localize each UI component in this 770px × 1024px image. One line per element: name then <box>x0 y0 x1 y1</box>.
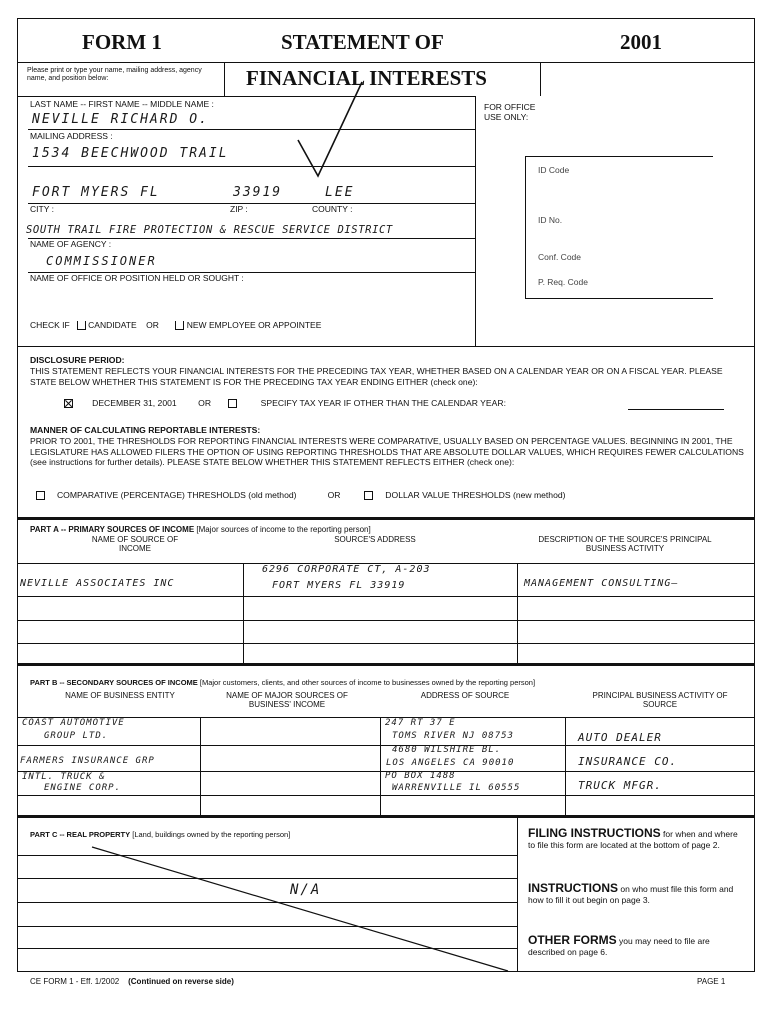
part-a-row1-desc[interactable]: MANAGEMENT CONSULTING— <box>524 578 679 589</box>
part-a-vrule-2 <box>517 563 518 663</box>
name-value[interactable]: NEVILLE RICHARD O. <box>32 112 209 127</box>
part-c-vrule <box>517 815 518 972</box>
part-b-heading: PART B -- SECONDARY SOURCES OF INCOME <box>30 678 198 687</box>
part-a-rule-2 <box>17 596 755 597</box>
position-value[interactable]: COMMISSIONER <box>46 254 157 268</box>
part-b-subheading: [Major customers, clients, and other sources of income to businesses owned by the reporting person] <box>199 678 536 687</box>
comparative-label: COMPARATIVE (PERCENTAGE) THRESHOLDS (old method) <box>56 490 297 500</box>
title-box-left <box>224 62 225 96</box>
part-a-subheading: [Major sources of income to the reporting person] <box>196 525 371 534</box>
zip-value[interactable]: 33919 <box>233 185 283 200</box>
part-c-strike-line <box>90 845 510 975</box>
position-label: NAME OF OFFICE OR POSITION HELD OR SOUGHT : <box>30 273 244 283</box>
part-b-vrule-1 <box>200 717 201 815</box>
candidate-checkbox[interactable] <box>77 321 86 330</box>
part-b-row2-activity[interactable]: INSURANCE CO. <box>578 755 678 768</box>
method-row <box>36 490 566 501</box>
id-no-label: ID No. <box>538 215 563 225</box>
city-label: CITY : <box>30 204 54 214</box>
title-line1: STATEMENT OF <box>281 30 444 54</box>
instr-title: INSTRUCTIONS <box>528 881 618 895</box>
agency-value[interactable]: SOUTH TRAIL FIRE PROTECTION & RESCUE SERVICE DISTRICT <box>26 224 393 236</box>
other-year-line <box>628 409 724 410</box>
part-a-top-rule <box>17 517 755 520</box>
part-c-subheading: [Land, buildings owned by the reporting person] <box>132 830 291 839</box>
filing-instructions <box>528 828 740 850</box>
mailing-label: MAILING ADDRESS : <box>30 131 113 141</box>
part-a-vrule-1 <box>243 563 244 663</box>
county-value[interactable]: LEE <box>325 185 355 200</box>
p-req-code-label: P. Req. Code <box>538 277 588 287</box>
office-vrule <box>525 156 526 298</box>
form-year: 2001 <box>620 30 662 54</box>
candidate-label: CANDIDATE <box>88 320 137 330</box>
part-a-col1-header: NAME OF SOURCE OF INCOME <box>91 535 179 553</box>
part-b-row3-name2[interactable]: ENGINE CORP. <box>44 783 122 793</box>
ident-top-rule <box>17 96 224 97</box>
part-b-row2-name1[interactable]: FARMERS INSURANCE GRP <box>20 756 155 766</box>
disclosure-top-rule <box>17 346 755 347</box>
part-b-heading-row <box>30 679 750 687</box>
check-if-label: CHECK IF <box>30 320 70 330</box>
method-or-label: OR <box>327 490 341 500</box>
agency-label: NAME OF AGENCY : <box>30 239 112 249</box>
other-year-checkbox[interactable] <box>228 399 237 408</box>
footer-page: PAGE 1 <box>697 977 726 986</box>
conf-code-label: Conf. Code <box>538 252 581 262</box>
other-forms-instructions <box>528 935 740 957</box>
name-label: LAST NAME -- FIRST NAME -- MIDDLE NAME : <box>30 99 214 109</box>
part-b-rule-4 <box>17 795 755 796</box>
part-b-top-rule <box>17 663 755 666</box>
instr-text: on who must file this form and how to fill it out begin on page 3. <box>528 884 734 905</box>
part-a-col2-header: SOURCE'S ADDRESS <box>334 535 416 544</box>
office-rule-1 <box>525 156 713 157</box>
dollar-value-label: DOLLAR VALUE THRESHOLDS (new method) <box>385 490 566 500</box>
part-b-row1-name1[interactable]: COAST AUTOMOTIVE <box>22 718 125 728</box>
checkmark-scribble <box>290 80 370 180</box>
part-a-rule-3 <box>17 620 755 621</box>
part-a-row1-name[interactable]: NEVILLE ASSOCIATES INC <box>20 578 175 589</box>
address-rule <box>28 166 475 167</box>
manner-heading: MANNER OF CALCULATING REPORTABLE INTERESTS: <box>30 425 261 435</box>
part-b-vrule-2 <box>380 717 381 815</box>
zip-label: ZIP : <box>230 204 248 214</box>
part-a-row1-addr2[interactable]: FORT MYERS FL 33919 <box>272 580 406 591</box>
part-c-na-mark[interactable]: N/A <box>290 882 322 898</box>
period-or-label: OR <box>198 398 212 408</box>
ident-right-rule <box>475 96 476 346</box>
part-b-col1-header: NAME OF BUSINESS ENTITY <box>65 691 175 700</box>
part-b-col4-header: PRINCIPAL BUSINESS ACTIVITY OF SOURCE <box>592 691 728 709</box>
part-b-rule-2 <box>17 745 755 746</box>
part-a-heading-row <box>30 525 371 534</box>
december-checkbox[interactable] <box>64 399 73 408</box>
check-or-label: OR <box>146 320 159 330</box>
id-code-label: ID Code <box>538 165 570 175</box>
dollar-value-checkbox[interactable] <box>364 491 373 500</box>
part-a-col3-header: DESCRIPTION OF THE SOURCE'S PRINCIPAL BUSINESS ACTIVITY <box>538 535 712 553</box>
name-rule <box>28 129 475 130</box>
comparative-checkbox[interactable] <box>36 491 45 500</box>
how-to-instructions <box>528 883 740 905</box>
check-if-row <box>30 320 321 330</box>
part-b-row1-addr1[interactable]: 247 RT 37 E <box>385 718 456 728</box>
part-b-row2-addr2[interactable]: LOS ANGELES CA 90010 <box>386 758 515 768</box>
part-b-vrule-3 <box>565 717 566 815</box>
footer-continued: (Continued on reverse side) <box>128 977 234 986</box>
part-b-row1-addr2[interactable]: TOMS RIVER NJ 08753 <box>392 731 514 741</box>
header-rule <box>17 62 755 63</box>
part-b-row3-name1[interactable]: INTL. TRUCK & <box>22 772 106 782</box>
part-b-col3-header: ADDRESS OF SOURCE <box>420 691 510 700</box>
part-b-col2-header: NAME OF MAJOR SOURCES OF BUSINESS' INCOME <box>226 691 348 709</box>
part-b-row3-addr1[interactable]: PO BOX 1488 <box>385 771 456 781</box>
disclosure-heading: DISCLOSURE PERIOD: <box>30 355 125 365</box>
part-b-row1-activity[interactable]: AUTO DEALER <box>578 731 662 744</box>
part-b-row3-addr2[interactable]: WARRENVILLE IL 60555 <box>392 783 521 793</box>
part-c-top-rule <box>17 815 755 818</box>
part-a-rule-4 <box>17 643 755 644</box>
manner-text: PRIOR TO 2001, THE THRESHOLDS FOR REPORTING FINANCIAL INTERESTS WERE COMPARATIVE, USUALLY BASED ON PERCENTAGE VALUES. BEGINNING IN 2001, THE LEGISLATURE HAS ALLOWED FILERS THE OPTION OF USING REPORTING THRESHOLDS THAT ARE ABSOLUTE DOLLAR VALUES, WHICH REQUIRES FEWER CALCULATIONS (see instructions for further details). PLEASE STATE BELOW WHETHER THIS STATEMENT REFLECTS EITHER (check one): <box>30 436 744 468</box>
part-a-row1-addr1[interactable]: 6296 CORPORATE CT, A-203 <box>262 564 431 575</box>
form-number: FORM 1 <box>82 30 162 54</box>
other-forms-title: OTHER FORMS <box>528 933 617 947</box>
county-label: COUNTY : <box>312 204 353 214</box>
title-box-right <box>540 62 541 96</box>
office-use-title: FOR OFFICE USE ONLY: <box>484 102 536 122</box>
footer-form-id <box>30 977 234 986</box>
other-year-label: SPECIFY TAX YEAR IF OTHER THAN THE CALENDAR YEAR: <box>260 398 506 408</box>
filing-instr-title: FILING INSTRUCTIONS <box>528 826 661 840</box>
office-rule-2 <box>525 298 713 299</box>
part-a-heading: PART A -- PRIMARY SOURCES OF INCOME <box>30 525 195 534</box>
part-c-heading-row <box>30 831 290 839</box>
new-employee-label: NEW EMPLOYEE OR APPOINTEE <box>186 320 322 330</box>
city-value[interactable]: FORT MYERS FL <box>32 185 160 200</box>
city-rule <box>28 203 475 204</box>
print-instruction: Please print or type your name, mailing address, agency name, and position below: <box>27 67 202 82</box>
disclosure-text: THIS STATEMENT REFLECTS YOUR FINANCIAL INTERESTS FOR THE PRECEDING TAX YEAR, WHETHER BASED ON A CALENDAR YEAR OR ON A FISCAL YEAR. PLEASE STATE BELOW WHETHER THIS STATEMENT IS FOR THE PRECEDING TAX YEAR ENDING EITHER (check one): <box>30 366 723 387</box>
part-c-heading: PART C -- REAL PROPERTY <box>30 830 131 839</box>
filing-instr-text: for when and where to file this form are located at the bottom of page 2. <box>528 829 738 850</box>
address-value[interactable]: 1534 BEECHWOOD TRAIL <box>32 146 229 161</box>
december-label: DECEMBER 31, 2001 <box>92 398 177 408</box>
footer-form-id-text: CE FORM 1 - Eff. 1/2002 <box>30 977 120 986</box>
part-b-row2-addr1[interactable]: 4680 WILSHIRE BL. <box>392 745 502 755</box>
period-row <box>64 398 506 409</box>
other-forms-text: you may need to file are described on page 6. <box>528 936 710 957</box>
part-b-row3-activity[interactable]: TRUCK MFGR. <box>578 779 662 792</box>
part-b-row1-name2[interactable]: GROUP LTD. <box>44 731 109 741</box>
new-employee-checkbox[interactable] <box>175 321 184 330</box>
title-line2: FINANCIAL INTERESTS <box>246 66 487 90</box>
